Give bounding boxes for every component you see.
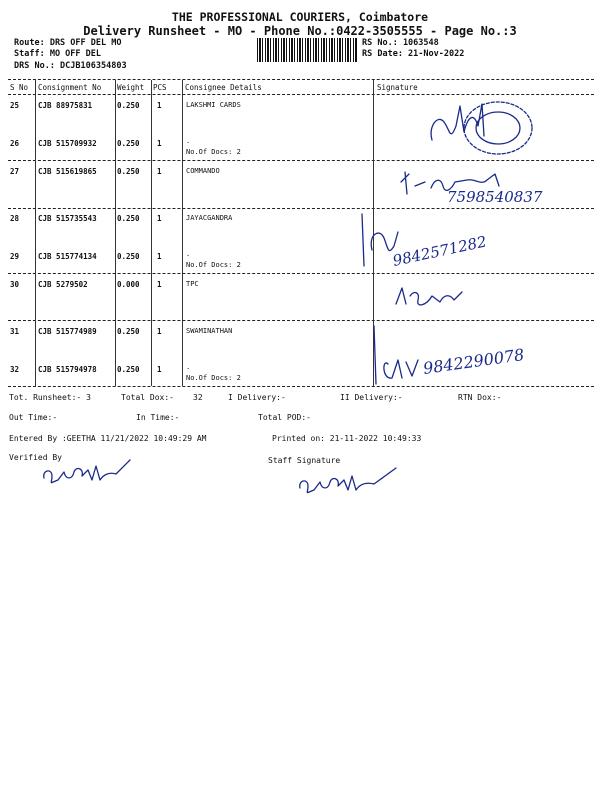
printed-on: Printed on: 21-11-2022 10:49:33 [272, 434, 422, 443]
row-divider [8, 160, 594, 161]
handwritten-signature [368, 324, 568, 388]
column-divider [182, 80, 183, 386]
staff-signature-label: Staff Signature [268, 456, 341, 465]
col-header-consignment: Consignment No [38, 83, 102, 92]
row-consignee: SWAMINATHAN [186, 327, 233, 335]
total-dox-label: Total Dox:- [121, 393, 174, 402]
row-sno: 26 [10, 139, 20, 148]
row-docs: No.Of Docs: 2 [186, 261, 241, 269]
row-docs: No.Of Docs: 2 [186, 374, 241, 382]
i-delivery: I Delivery:- [228, 393, 286, 402]
row-divider [8, 208, 594, 209]
staff-signature [296, 462, 406, 498]
row-consignment: CJB 515619865 [38, 167, 97, 176]
staff-label: Staff: MO OFF DEL [14, 49, 101, 59]
row-sno: 32 [10, 365, 20, 374]
col-header-weight: Weight [117, 83, 145, 92]
verifier-signature [40, 452, 140, 488]
total-pod: Total POD:- [258, 413, 311, 422]
row-pcs: 1 [157, 252, 162, 261]
row-consignee: TPC [186, 280, 199, 288]
row-consignment: CJB 515774134 [38, 252, 97, 261]
verified-by-label: Verified By [9, 453, 62, 462]
col-header-sno: S No [10, 83, 29, 92]
row-consignee: . [186, 363, 191, 371]
row-consignee: JAYACGANDRA [186, 214, 233, 222]
column-divider [115, 80, 116, 386]
company-title: THE PROFESSIONAL COURIERS, Coimbatore [171, 10, 429, 24]
row-weight: 0.250 [117, 139, 140, 148]
svg-text:9842290078: 9842290078 [421, 344, 526, 378]
rtn-dox: RTN Dox:- [458, 393, 502, 402]
row-pcs: 1 [157, 327, 162, 336]
row-sno: 27 [10, 167, 20, 176]
row-consignment: CJB 88975831 [38, 101, 93, 110]
col-header-signature: Signature [377, 83, 418, 92]
row-consignee: COMMANDO [186, 167, 220, 175]
handwritten-signature [358, 210, 508, 274]
rubber-stamp-signature [420, 96, 540, 160]
row-pcs: 1 [157, 365, 162, 374]
row-divider [8, 320, 594, 321]
row-consignment: CJB 515794978 [38, 365, 97, 374]
row-pcs: 1 [157, 214, 162, 223]
row-weight: 0.250 [117, 214, 140, 223]
row-weight: 0.000 [117, 280, 140, 289]
row-consignment: CJB 515774989 [38, 327, 97, 336]
col-header-pcs: PCS [153, 83, 167, 92]
ii-delivery: II Delivery:- [340, 393, 403, 402]
row-consignment: CJB 5279502 [38, 280, 88, 289]
svg-text:7598540837: 7598540837 [447, 188, 543, 206]
row-pcs: 1 [157, 139, 162, 148]
row-consignee: . [186, 137, 191, 145]
column-divider [151, 80, 152, 386]
total-dox-value: 32 [193, 393, 203, 402]
row-consignment: CJB 515709932 [38, 139, 97, 148]
col-header-consignee: Consignee Details [185, 83, 262, 92]
row-pcs: 1 [157, 167, 162, 176]
row-consignee: . [186, 250, 191, 258]
row-consignment: CJB 515735543 [38, 214, 97, 223]
runsheet-subtitle: Delivery Runsheet - MO - Phone No.:0422-3505555 - Page No.:3 [83, 24, 517, 38]
row-sno: 30 [10, 280, 20, 289]
drs-number: DRS No.: DCJB106354803 [14, 61, 127, 71]
svg-text:9842571282: 9842571282 [391, 232, 489, 270]
row-pcs: 1 [157, 101, 162, 110]
row-consignee: LAKSHMI CARDS [186, 101, 241, 109]
row-weight: 0.250 [117, 365, 140, 374]
entered-by: Entered By :GEETHA 11/21/2022 10:49:29 AM [9, 434, 207, 443]
table-top-rule [8, 79, 594, 80]
handwritten-signature [395, 166, 565, 206]
in-time: In Time:- [136, 413, 180, 422]
row-weight: 0.250 [117, 167, 140, 176]
row-sno: 29 [10, 252, 20, 261]
handwritten-signature [392, 282, 472, 314]
row-weight: 0.250 [117, 101, 140, 110]
column-divider [35, 80, 36, 386]
row-docs: No.Of Docs: 2 [186, 148, 241, 156]
header-bottom-rule [8, 94, 594, 95]
row-sno: 31 [10, 327, 20, 336]
route-label: Route: DRS OFF DEL MO [14, 38, 122, 48]
out-time: Out Time:- [9, 413, 58, 422]
barcode [257, 38, 357, 62]
row-weight: 0.250 [117, 327, 140, 336]
rs-number: RS No.: 1063548 [362, 38, 439, 48]
row-sno: 28 [10, 214, 20, 223]
tot-runsheet: Tot. Runsheet:- 3 [9, 393, 91, 402]
row-sno: 25 [10, 101, 20, 110]
row-weight: 0.250 [117, 252, 140, 261]
rs-date: RS Date: 21-Nov-2022 [362, 49, 465, 59]
row-pcs: 1 [157, 280, 162, 289]
